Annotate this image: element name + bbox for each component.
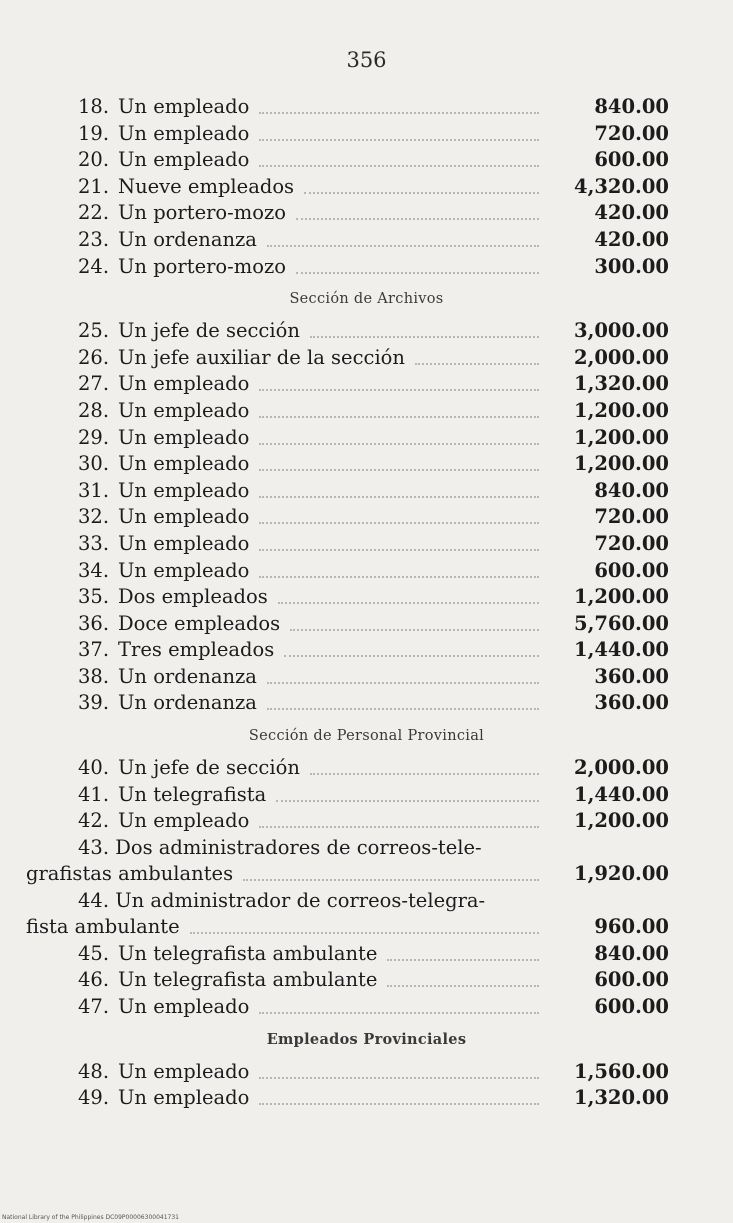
dot-leader (259, 469, 539, 471)
item-amount: 1,200.00 (574, 452, 669, 476)
list-item (0, 531, 733, 558)
item-number: 30. (78, 452, 110, 476)
list-item (0, 174, 733, 201)
list-item (0, 967, 733, 994)
item-amount: 3,000.00 (574, 319, 669, 343)
item-amount: 960.00 (594, 915, 669, 939)
list-item (0, 637, 733, 664)
item-amount: 720.00 (594, 531, 669, 555)
item-amount: 1,200.00 (574, 809, 669, 833)
item-amount: 600.00 (594, 968, 669, 992)
list-item (0, 121, 733, 148)
list-item (0, 755, 733, 782)
list-item (0, 425, 733, 452)
list-item (0, 941, 733, 968)
dot-leader (259, 1077, 539, 1079)
item-number: 37. (78, 638, 110, 662)
item-label: Un portero-mozo (118, 201, 287, 225)
item-amount: 840.00 (594, 941, 669, 965)
item-number: 38. (78, 664, 110, 688)
item-amount: 5,760.00 (574, 611, 669, 635)
item-label-line1: 44. Un administrador de correos-telegra- (78, 888, 486, 912)
budget-list (0, 94, 733, 1112)
dot-leader (267, 682, 539, 684)
item-number: 27. (78, 372, 110, 396)
item-number: 47. (78, 995, 110, 1019)
page-number: 356 (346, 48, 387, 72)
item-label: Un empleado (118, 95, 250, 118)
item-label-line2: grafistas ambulantes (26, 862, 234, 886)
list-item (0, 888, 733, 941)
item-amount: 1,440.00 (574, 638, 669, 662)
item-amount: 1,440.00 (574, 782, 669, 806)
dot-leader (387, 985, 539, 987)
item-label: Dos empleados (118, 585, 268, 609)
dot-leader (387, 959, 539, 961)
item-label: Nueve empleados (118, 174, 295, 198)
list-item (0, 227, 733, 254)
dot-leader (259, 112, 539, 114)
item-number: 25. (78, 319, 110, 343)
item-amount: 4,320.00 (574, 174, 669, 198)
item-label: Un empleado (118, 372, 250, 396)
item-amount: 2,000.00 (574, 345, 669, 369)
dot-leader (259, 165, 539, 167)
item-label: Un empleado (118, 1086, 250, 1110)
dot-leader (259, 1103, 539, 1105)
item-amount: 840.00 (594, 478, 669, 502)
item-number: 32. (78, 505, 110, 529)
item-label: Un empleado (118, 478, 250, 502)
item-amount: 720.00 (594, 505, 669, 529)
item-number: 48. (78, 1059, 110, 1083)
item-amount: 360.00 (594, 664, 669, 688)
item-number: 20. (78, 148, 110, 172)
item-label: Un empleado (118, 398, 250, 422)
item-label-line2: fista ambulante (26, 915, 180, 939)
list-item (0, 808, 733, 835)
item-number: 41. (78, 782, 110, 806)
item-amount: 360.00 (594, 691, 669, 715)
dot-leader (296, 272, 539, 274)
item-amount: 1,200.00 (574, 398, 669, 422)
item-label: Un jefe de sección (118, 319, 300, 343)
dot-leader (310, 773, 539, 775)
list-item (0, 94, 733, 121)
list-item (0, 478, 733, 505)
list-item (0, 318, 733, 345)
list-item (0, 835, 733, 888)
item-label-line1: 43. Dos administradores de correos-tele- (78, 835, 482, 859)
list-item (0, 345, 733, 372)
item-number: 23. (78, 227, 110, 251)
footer-credit: National Library of the Philippines DC09P00006300041731 (2, 1214, 179, 1221)
dot-leader (259, 576, 539, 578)
item-label: Un telegrafista ambulante (118, 941, 378, 965)
item-number: 40. (78, 756, 110, 780)
dot-leader (267, 708, 539, 710)
dot-leader (259, 826, 539, 828)
dot-leader (296, 218, 539, 220)
section-heading: Sección de Personal Provincial (248, 728, 485, 745)
item-number: 46. (78, 968, 110, 992)
list-item (0, 371, 733, 398)
item-amount: 600.00 (594, 995, 669, 1019)
item-amount: 600.00 (594, 558, 669, 582)
item-amount: 1,920.00 (574, 862, 669, 886)
list-item (0, 504, 733, 531)
item-number: 29. (78, 425, 110, 449)
item-number: 24. (78, 254, 110, 278)
dot-leader (276, 800, 539, 802)
item-label: Un empleado (118, 1059, 250, 1083)
item-number: 22. (78, 201, 110, 225)
item-amount: 840.00 (594, 95, 669, 118)
item-amount: 300.00 (594, 254, 669, 278)
dot-leader (259, 389, 539, 391)
item-number: 26. (78, 345, 110, 369)
item-number: 35. (78, 585, 110, 609)
item-amount: 600.00 (594, 148, 669, 172)
item-amount: 1,560.00 (574, 1059, 669, 1083)
item-label: Un jefe auxiliar de la sección (118, 345, 405, 369)
list-item (0, 200, 733, 227)
list-item (0, 584, 733, 611)
list-item (0, 398, 733, 425)
list-item (0, 611, 733, 638)
dot-leader (259, 1012, 539, 1014)
list-item (0, 558, 733, 585)
item-label: Un empleado (118, 148, 250, 172)
item-number: 39. (78, 691, 110, 715)
item-number: 34. (78, 558, 110, 582)
dot-leader (267, 245, 539, 247)
list-item (0, 451, 733, 478)
item-number: 36. (78, 611, 110, 635)
item-amount: 1,320.00 (574, 1086, 669, 1110)
list-item (0, 690, 733, 717)
item-label: Un empleado (118, 558, 250, 582)
item-number: 45. (78, 941, 110, 965)
item-number: 31. (78, 478, 110, 502)
list-item (0, 994, 733, 1021)
list-item (0, 254, 733, 281)
dot-leader (415, 363, 539, 365)
dot-leader (278, 602, 539, 604)
item-number: 42. (78, 809, 110, 833)
item-number: 28. (78, 398, 110, 422)
item-label: Un empleado (118, 505, 250, 529)
item-label: Un portero-mozo (118, 254, 287, 278)
section-heading: Sección de Archivos (289, 291, 444, 308)
dot-leader (190, 932, 539, 934)
dot-leader (259, 443, 539, 445)
item-number: 19. (78, 121, 110, 145)
item-amount: 720.00 (594, 121, 669, 145)
item-number: 49. (78, 1086, 110, 1110)
list-item (0, 1059, 733, 1086)
item-amount: 1,200.00 (574, 585, 669, 609)
dot-leader (243, 879, 539, 881)
item-number: 21. (78, 174, 110, 198)
item-label: Un empleado (118, 425, 250, 449)
dot-leader (304, 192, 539, 194)
item-number: 33. (78, 531, 110, 555)
item-amount: 420.00 (594, 227, 669, 251)
item-label: Doce empleados (118, 611, 281, 635)
item-label: Un empleado (118, 995, 250, 1019)
list-item (0, 664, 733, 691)
dot-leader (259, 416, 539, 418)
item-amount: 420.00 (594, 201, 669, 225)
item-amount: 2,000.00 (574, 756, 669, 780)
item-label: Tres empleados (118, 638, 275, 662)
dot-leader (290, 629, 539, 631)
item-label: Un ordenanza (118, 664, 257, 688)
item-label: Un empleado (118, 531, 250, 555)
item-amount: 1,200.00 (574, 425, 669, 449)
section-heading: Empleados Provinciales (266, 1030, 467, 1048)
dot-leader (259, 522, 539, 524)
dot-leader (259, 139, 539, 141)
item-label: Un empleado (118, 121, 250, 145)
item-label: Un ordenanza (118, 691, 257, 715)
dot-leader (259, 496, 539, 498)
item-label: Un jefe de sección (118, 756, 300, 780)
item-number: 18. (78, 95, 110, 118)
item-label: Un telegrafista ambulante (118, 968, 378, 992)
dot-leader (310, 336, 539, 338)
list-item (0, 147, 733, 174)
dot-leader (259, 549, 539, 551)
item-label: Un telegrafista (118, 782, 267, 806)
item-label: Un empleado (118, 809, 250, 833)
item-label: Un ordenanza (118, 227, 257, 251)
item-label: Un empleado (118, 452, 250, 476)
list-item (0, 782, 733, 809)
dot-leader (284, 655, 539, 657)
item-amount: 1,320.00 (574, 372, 669, 396)
list-item (0, 1085, 733, 1112)
